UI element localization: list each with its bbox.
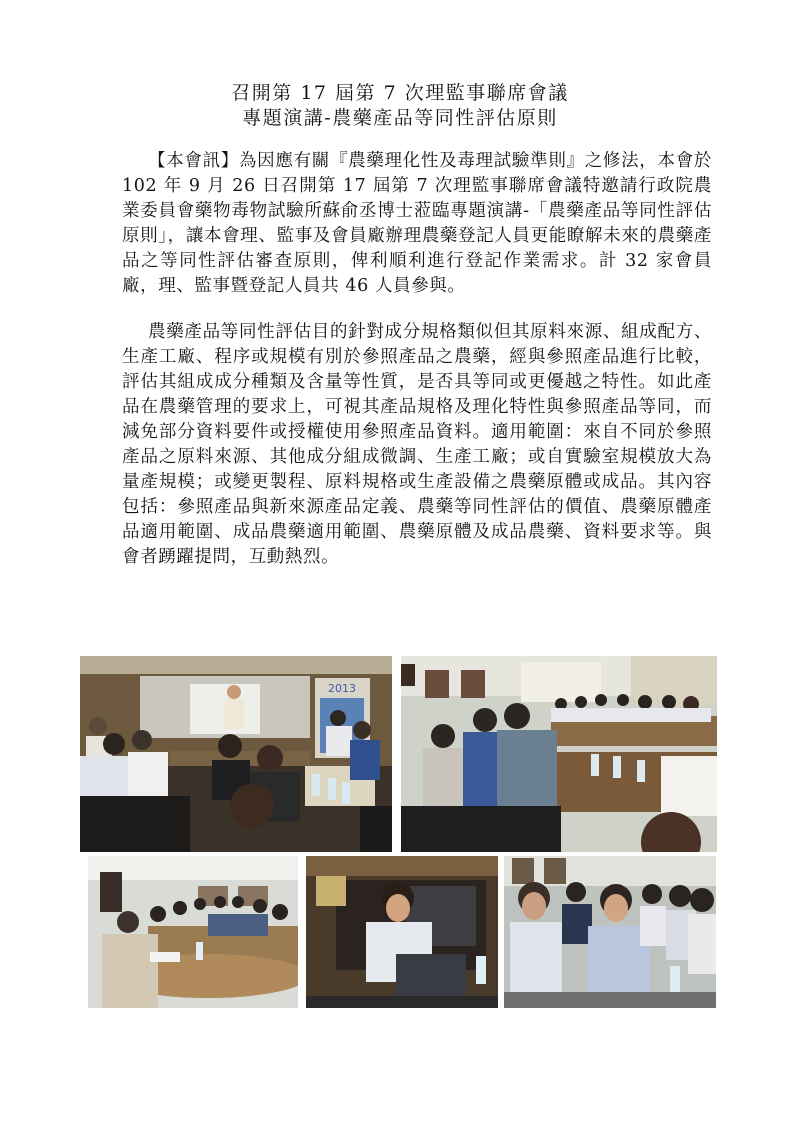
meeting-photo-speaker [80, 656, 392, 852]
meeting-photo-attendees-closeup [504, 856, 716, 1008]
poster-year: 2013 [328, 682, 356, 695]
meeting-photo-conference-table [401, 656, 717, 852]
meeting-photo-speaker-laptop [306, 856, 498, 1008]
document-title-line-1: 召開第 17 屆第 7 次理監事聯席會議 [231, 82, 569, 104]
document-title-line-2: 專題演講-農藥產品等同性評估原則 [242, 107, 558, 129]
meeting-photo-attendees [88, 856, 298, 1008]
paragraph-1: 【本會訊】為因應有關『農藥理化性及毒理試驗準則』之修法，本會於 102 年 9 月 26 日召開第 17 屆第 7 次理監事聯席會議特邀請行政院農業委員會藥物毒物試驗所蘇俞丞博士蒞臨專題演講-「農藥產品等同性評估原則」，讓本會理、監事及會員廠辦理農藥登記人員更能瞭解未來的農藥產品之等同性評估審查原則，俾利順利進行登記作業需求。計 32 家會員廠，理、監事暨登記人員共 46 人員參與。 [122, 151, 712, 296]
paragraph-2: 農藥產品等同性評估目的針對成分規格類似但其原料來源、組成配方、生產工廠、程序或規模有別於參照產品之農藥，經與參照產品進行比較，評估其組成成分種類及含量等性質，是否具等同或更優越之特性。如此產品在農藥管理的要求上，可視其產品規格及理化特性與參照產品等同，而減免部分資料要件或授權使用參照產品資料。適用範圍：來自不同於參照產品之原料來源、其他成分組成微調、生產工廠；或自實驗室規模放大為量產規模；或變更製程、原料規格或生產設備之農藥原體或成品。其內容包括：參照產品與新來源產品定義、農藥等同性評估的價值、農藥原體產品適用範圍、成品農藥適用範圍、農藥原體及成品農藥、資料要求等。與會者踴躍提問，互動熱烈。 [122, 322, 712, 567]
